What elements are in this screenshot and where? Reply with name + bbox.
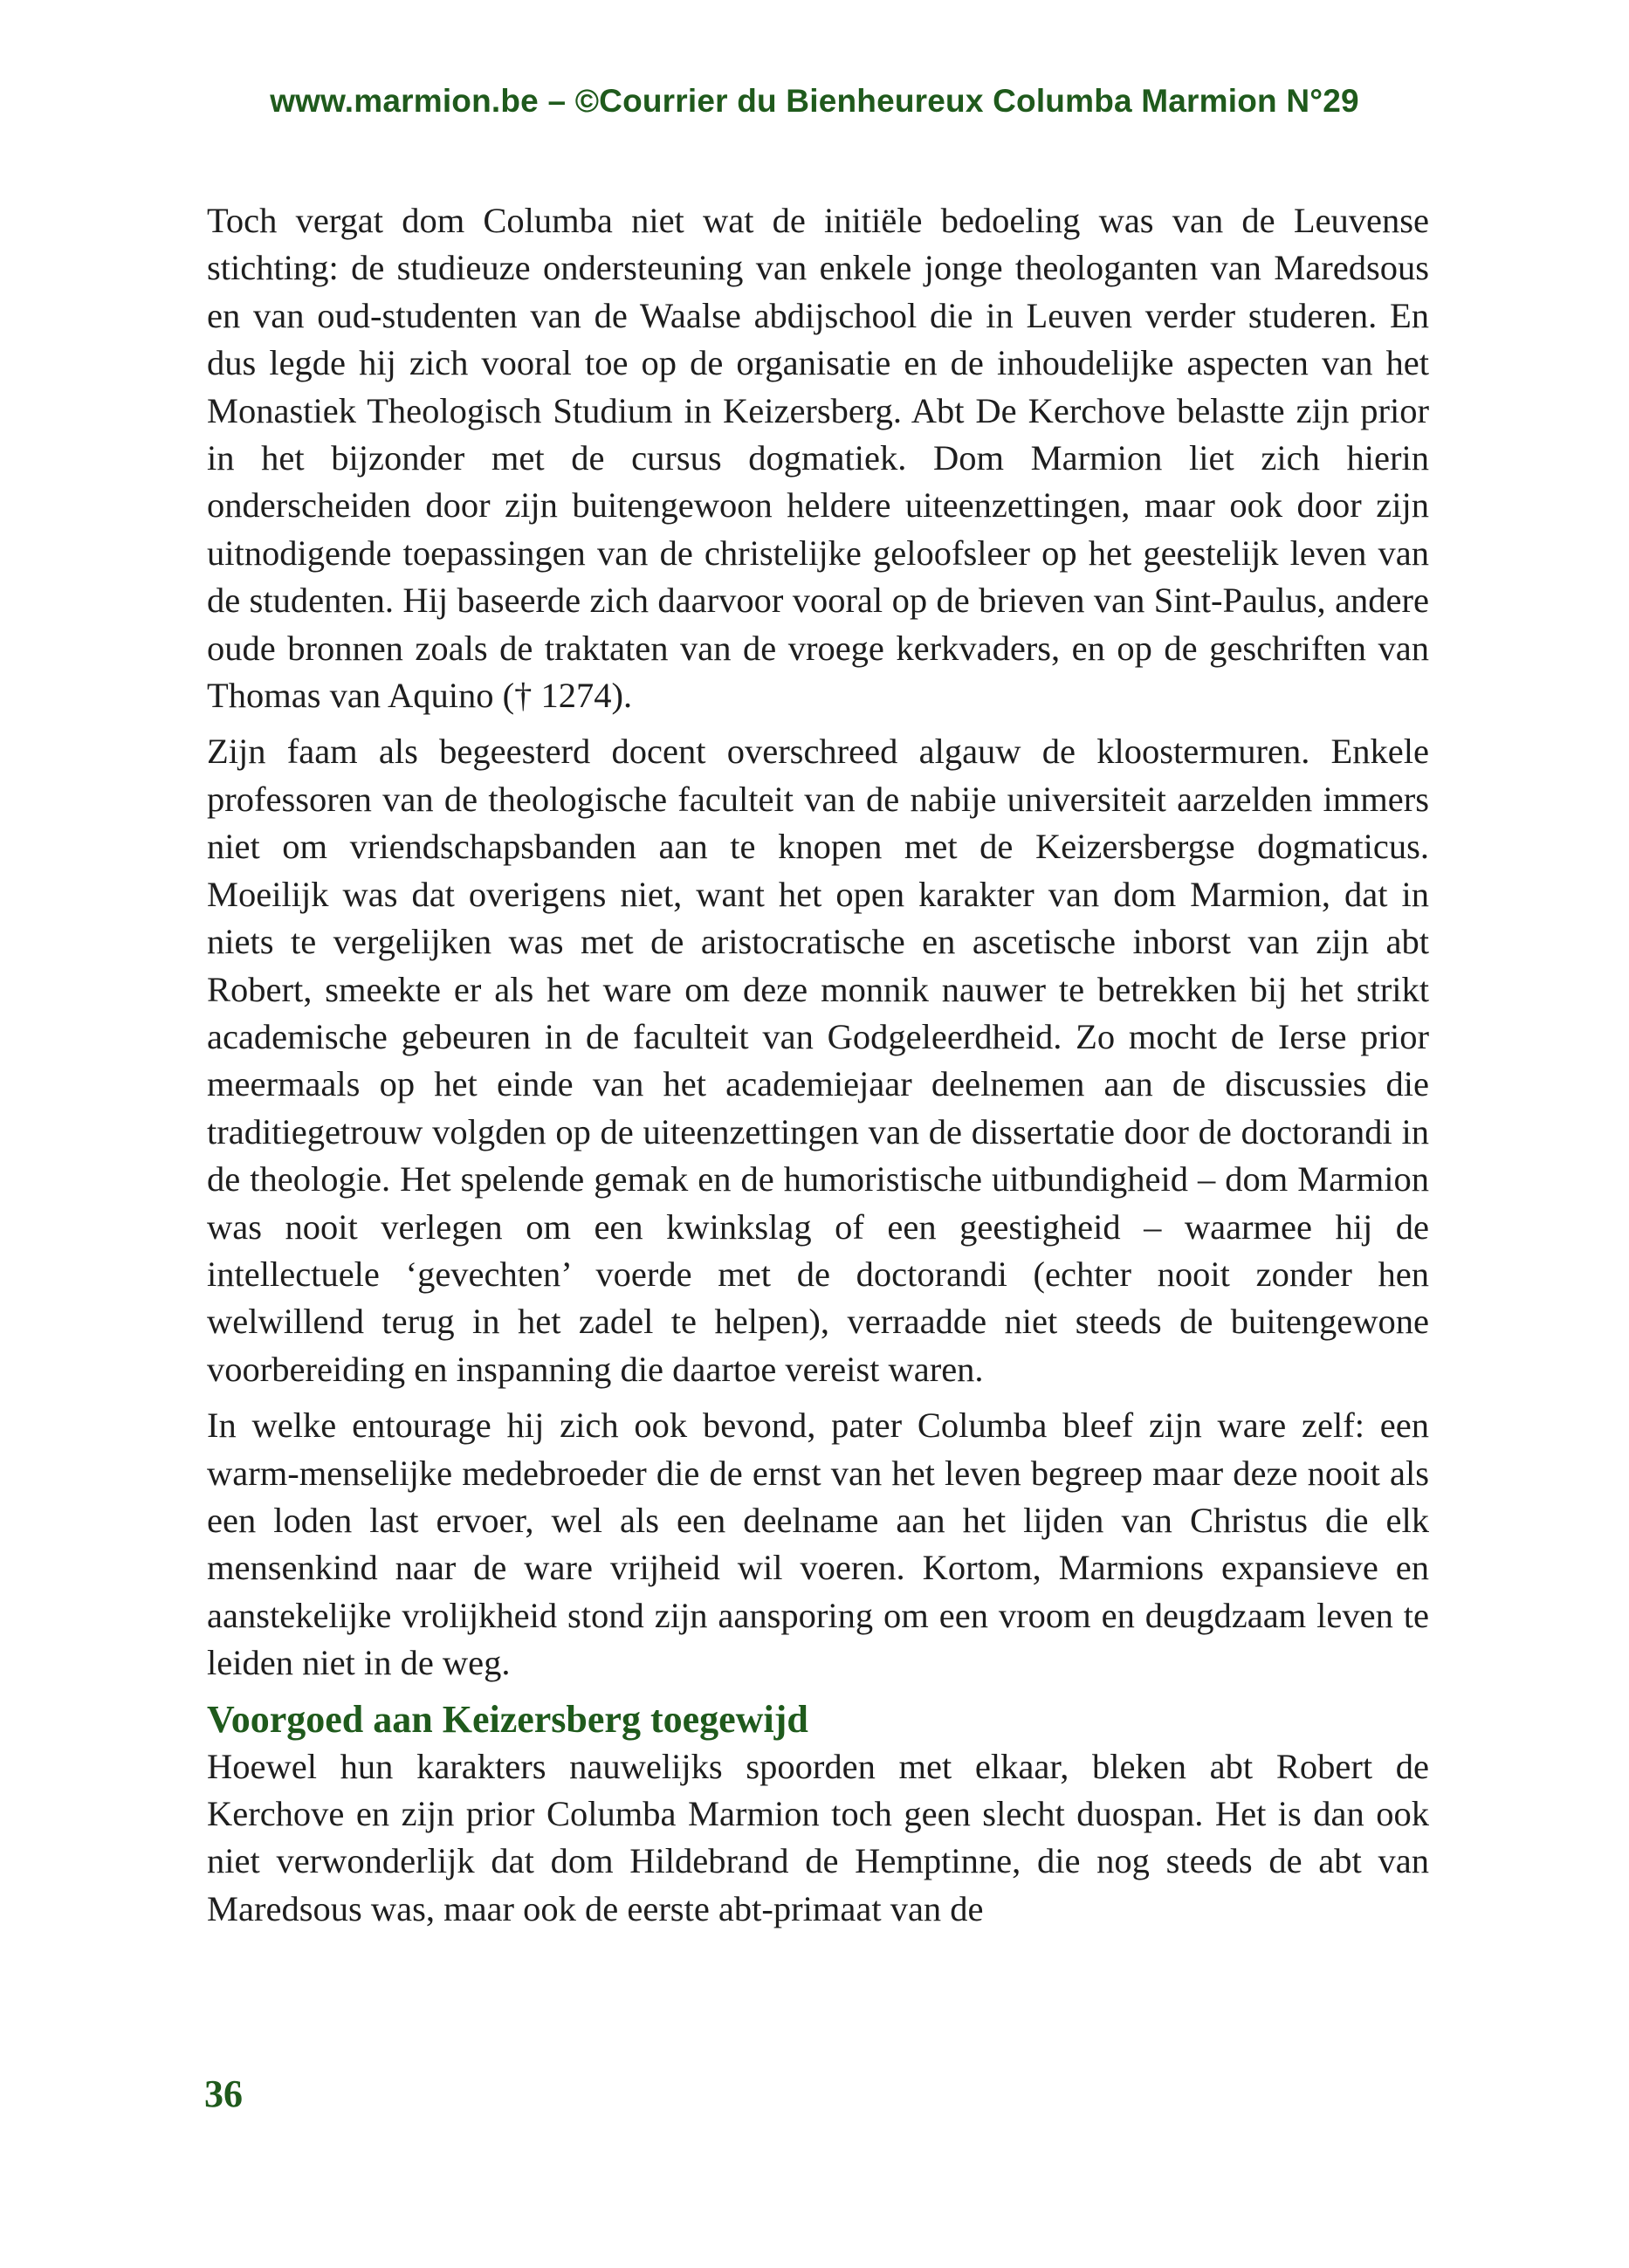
section-paragraph: Hoewel hun karakters nauwelijks spoorden met elkaar, bleken abt Robert de Kerchove en zijn prior Columba Marmion toch geen slecht duospan. Het is dan ook niet verwonderlijk dat dom Hildebrand de Hemptinne, die nog steeds de abt van Maredsous was, maar ook de eerste abt-primaat van de — [207, 1746, 1429, 1928]
body-paragraph: In welke entourage hij zich ook bevond, pater Columba bleef zijn ware zelf: een warm-menselijke medebroeder die de ernst van het leven begreep maar deze nooit als een loden last ervoer, wel als een deelname aan het lijden van Christus die elk mensenkind naar de ware vrijheid wil voeren. Kortom, Marmions expansieve en aanstekelijke vrolijkheid stond zijn aansporing om een vroom en deugdzaam leven te leiden niet in de weg. — [207, 1405, 1429, 1683]
page-header: www.marmion.be – ©Courrier du Bienheureux Columba Marmion N°29 — [270, 83, 1359, 119]
article-body — [207, 197, 1429, 1942]
section-heading: Voorgoed aan Keizersberg toegewijd — [207, 1697, 808, 1741]
page-number: 36 — [204, 2072, 243, 2115]
body-paragraph: Toch vergat dom Columba niet wat de initiële bedoeling was van de Leuvense stichting: de studieuze ondersteuning van enkele jonge theologanten van Maredsous en van oud-studenten van de Waalse abdijschool die in Leuven verder studeren. En dus legde hij zich vooral toe op de organisatie en de inhoudelijke aspecten van het Monastiek Theologisch Studium in Keizersberg. Abt De Kerchove belastte zijn prior in het bijzonder met de cursus dogmatiek. Dom Marmion liet zich hierin onderscheiden door zijn buitengewoon heldere uiteenzettingen, maar ook door zijn uitnodigende toepassingen van de christelijke geloofsleer op het geestelijk leven van de studenten. Hij baseerde zich daarvoor vooral op de brieven van Sint-Paulus, andere oude bronnen zoals de traktaten van de vroege kerkvaders, en op de geschriften van Thomas van Aquino († 1274). — [207, 201, 1429, 716]
body-paragraph: Zijn faam als begeesterd docent overschreed algauw de kloostermuren. Enkele professoren van de theologische faculteit van de nabije universiteit aarzelden immers niet om vriendschapsbanden aan te knopen met de Keizersbergse dogmaticus. Moeilijk was dat overigens niet, want het open karakter van dom Marmion, dat in niets te vergelijken was met de aristocratische en ascetische inborst van zijn abt Robert, smeekte er als het ware om deze monnik nauwer te betrekken bij het strikt academische gebeuren in de faculteit van Godgeleerdheid. Zo mocht de Ierse prior meermaals op het einde van het academiejaar deelnemen aan de discussies die traditiegetrouw volgden op de uiteenzettingen van de dissertatie door de doctorandi in de theologie. Het spelende gemak en de humoristische uitbundigheid – dom Marmion was nooit verlegen om een kwinkslag of een geestigheid – waarmee hij de intellectuele ‘gevechten’ voerde met de doctorandi (echter nooit zonder hen welwillend terug in het zadel te helpen), verraadde niet steeds de buitengewone voorbereiding en inspanning die daartoe vereist waren. — [207, 732, 1429, 1389]
